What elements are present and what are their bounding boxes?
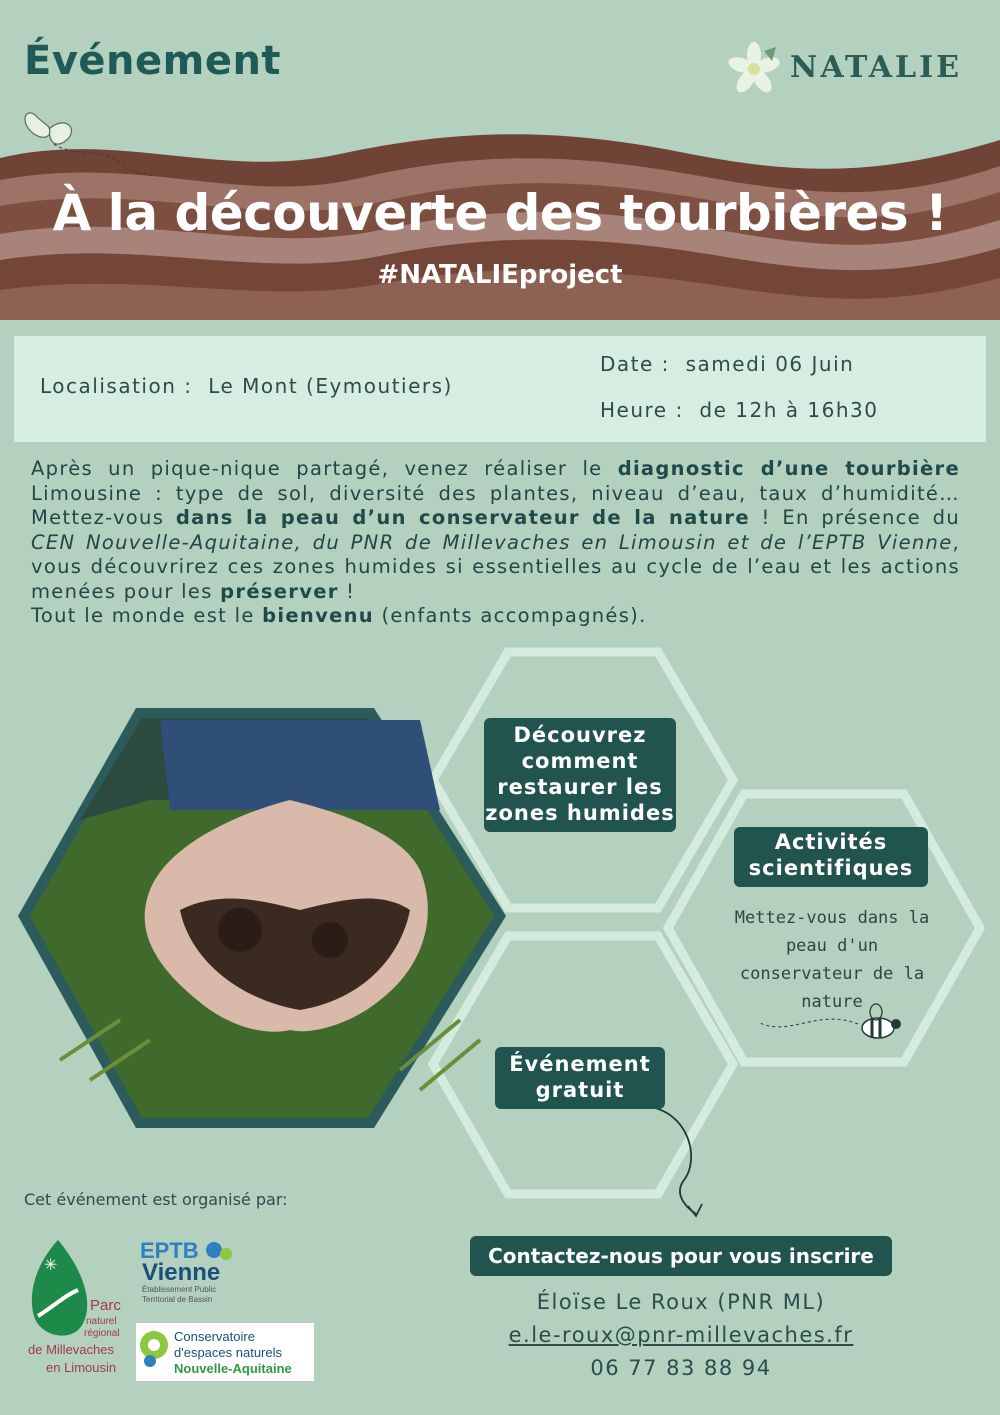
svg-text:EPTB: EPTB [140,1238,199,1263]
desc-bold: diagnostic d’une tourbière [617,457,960,480]
desc-italic: CEN Nouvelle-Aquitaine, du PNR de Millevaches en Limousin et de l’EPTB Vienne [31,530,953,554]
date-value: samedi 06 Juin [685,352,855,376]
event-label: Événement [24,38,282,84]
science-activities-tag: Activités scientifiques [734,827,928,887]
flower-icon [726,42,781,96]
date-label: Date : [600,352,670,376]
desc-bold: bienvenu [262,604,374,627]
svg-text:Vienne: Vienne [142,1259,221,1286]
page-title: À la découverte des tourbières ! [52,184,948,242]
location-label: Localisation : [40,374,193,398]
time-value: de 12h à 16h30 [699,398,879,422]
event-description [31,457,960,629]
svg-text:Établissement Public: Établissement Public [142,1285,217,1294]
svg-text:régional: régional [84,1328,120,1339]
svg-text:d'espaces naturels: d'espaces naturels [174,1345,282,1360]
time-info [600,398,878,422]
organised-by-label: Cet événement est organisé par: [24,1190,288,1209]
desc-text: , vous découvrirez ces zones humides si essentielles au cycle de l’eau et les actions menées pour les [31,530,960,603]
location-info [40,374,453,398]
brand-name: NATALIE [790,50,963,85]
hashtag: #NATALIEproject [377,260,623,290]
svg-text:naturel: naturel [86,1316,117,1327]
parc-millevaches-logo [24,1236,128,1382]
desc-text: ! En présence du [749,506,960,529]
contact-phone: 06 77 83 88 94 [590,1356,772,1380]
restore-wetlands-tag: Découvrez comment restaurer les zones humides [484,718,676,832]
contact-email-link[interactable]: e.le-roux@pnr-millevaches.fr [508,1323,854,1347]
svg-text:de Millevaches: de Millevaches [28,1342,114,1357]
desc-bold: préserver [220,579,339,603]
eptb-vienne-logo [138,1236,238,1306]
free-event-tag: Événement gratuit [495,1047,665,1109]
location-value: Le Mont (Eymoutiers) [208,374,453,398]
desc-text: Tout le monde est le [31,604,263,627]
svg-text:Nouvelle-Aquitaine: Nouvelle-Aquitaine [174,1361,292,1376]
desc-text: ! [338,579,356,603]
drops-icon [206,1242,232,1260]
time-label: Heure : [600,398,684,422]
desc-bold: dans la peau d’un conservateur de la nature [175,506,750,529]
svg-text:Conservatoire: Conservatoire [174,1329,255,1344]
contact-name: Éloïse Le Roux (PNR ML) [536,1290,826,1314]
conservator-note: Mettez-vous dans la peau d'un conservateur de la nature [734,908,930,1012]
leaf-drop-icon [32,1240,87,1336]
svg-text:en Limousin: en Limousin [46,1360,117,1375]
svg-text:✳: ✳ [44,1257,58,1274]
desc-text: (enfants accompagnés). [373,604,647,627]
date-info [600,352,854,376]
svg-text:Parc: Parc [90,1297,121,1314]
cen-nouvelle-aquitaine-logo [136,1323,314,1381]
svg-text:Territorial de Bassin: Territorial de Bassin [142,1295,213,1304]
desc-text: Limousine : type de sol, diversité des plantes, niveau d’eau, taux d’humidité… Mettez-vous [31,481,960,529]
desc-text: Après un pique-nique partagé, venez réaliser le [31,457,618,480]
contact-register-button[interactable]: Contactez-nous pour vous inscrire [470,1236,892,1276]
